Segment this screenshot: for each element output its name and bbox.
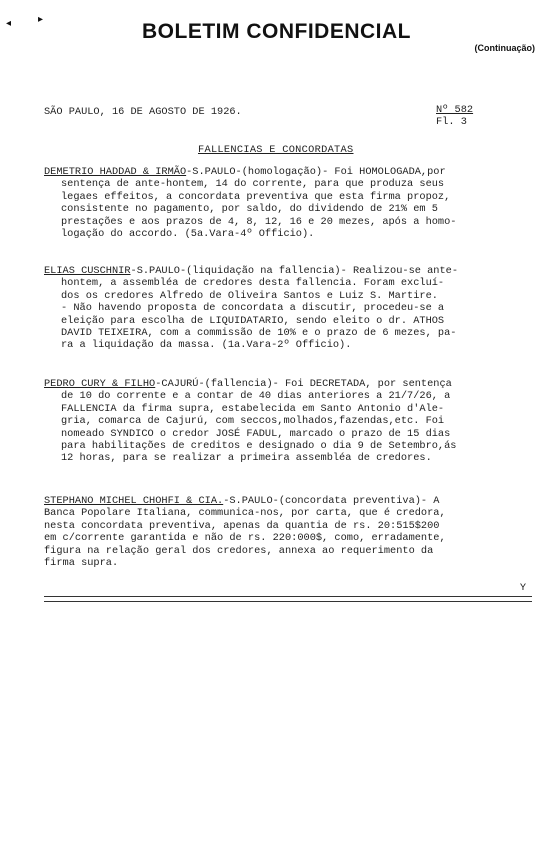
entry-text-line: legaes effeitos, a concordata preventiva que esta firma propoz, xyxy=(61,190,451,203)
entry-text-line: de 10 do corrente e a contar de 40 dias anteriores a 21/7/26, a xyxy=(61,390,451,403)
entry-text-line: prestações e aos prazos de 4, 8, 12, 16 e 20 mezes, após a homo- xyxy=(61,215,457,228)
entry-text-line: logação do accordo. (5a.Vara-4º Officio). xyxy=(61,228,315,241)
bulletin-number xyxy=(436,104,473,128)
entry-text-line: dos os credores Alfredo de Oliveira Santos e Luiz S. Martire. xyxy=(61,289,438,302)
entry-company-name: ELIAS CUSCHNIR xyxy=(44,265,131,277)
entry-text-line: gria, comarca de Cajurú, com seccos,molhados,fazendas,etc. Foi xyxy=(61,415,445,428)
closing-mark: Y xyxy=(519,582,526,594)
entry-text-line: eleição para escolha de LIQUIDATARIO, sendo eleito o dr. ATHOS xyxy=(61,314,445,327)
entry-first-line xyxy=(44,166,539,178)
entry-text-line: -CAJURÚ-(fallencia)- Foi DECRETADA, por sentença xyxy=(155,378,452,390)
document-title: BOLETIM CONFIDENCIAL xyxy=(142,20,411,43)
page-edge-mark: ◂ xyxy=(6,18,12,29)
entry-company-name: PEDRO CURY & FILHO xyxy=(44,378,156,390)
closing-rule xyxy=(44,601,532,602)
entry-text-line: ra a liquidação da massa. (1a.Vara-2º Officio). xyxy=(61,339,352,352)
bulletin-number-value: Nº 582 xyxy=(436,104,474,116)
folio-value: Fl. 3 xyxy=(436,116,467,128)
entry-first-line xyxy=(44,495,539,507)
entry-text-line: em c/corrente garantida e não de rs. 220:000$, como, erradamente, xyxy=(44,532,446,545)
entry-text-line: DAVID TEIXEIRA, com a commissão de 10% e o prazo de 6 mezes, pa- xyxy=(61,327,457,340)
entry-company-name: STEPHANO MICHEL CHOHFI & CIA. xyxy=(44,495,224,507)
dateline: SÃO PAULO, 16 DE AGOSTO DE 1926. xyxy=(44,106,242,118)
entry-text-line: nesta concordata preventiva, apenas da quantia de rs. 20:515$200 xyxy=(44,519,440,532)
continuation-label: (Continuação) xyxy=(474,43,535,53)
entry-text-line: firma supra. xyxy=(44,557,119,570)
entry-first-line xyxy=(44,265,539,277)
entry-text-line: - Não havendo proposta de concordata a discutir, procedeu-se a xyxy=(61,302,445,315)
notice-entry xyxy=(44,265,539,352)
entry-text-line: FALLENCIA da firma supra, estabelecida em Santo Antonio d'Ale- xyxy=(61,402,445,415)
entry-text-line: -S.PAULO-(concordata preventiva)- A xyxy=(223,495,440,507)
closing-rule-row xyxy=(44,582,532,596)
entry-text-line: nomeado SYNDICO o credor JOSÉ FADUL, marcado o prazo de 15 dias xyxy=(61,427,451,440)
entry-first-line xyxy=(44,378,539,390)
entry-text-line: Banca Popolare Italiana, communica-nos, por carta, que é credora, xyxy=(44,507,446,520)
entry-text-line: -S.PAULO-(homologação)- Foi HOMOLOGADA,por xyxy=(186,166,446,178)
entry-text-line: sentença de ante-hontem, 14 do corrente, para que produza seus xyxy=(61,178,445,191)
closing-rule xyxy=(44,596,532,597)
notice-entry xyxy=(44,495,539,569)
section-heading: FALLENCIAS E CONCORDATAS xyxy=(198,144,354,156)
entry-text-line: -S.PAULO-(liquidação na fallencia)- Realizou-se ante- xyxy=(130,265,459,277)
notice-entry xyxy=(44,166,539,240)
entry-company-name: DEMETRIO HADDAD & IRMÃO xyxy=(44,166,187,178)
entry-text-line: hontem, a assembléa de credores desta fallencia. Foram excluí- xyxy=(61,277,445,290)
entry-text-line: para habilitações de creditos e designado o dia 9 de Setembro,ás xyxy=(61,440,457,453)
entry-text-line: figura na relação geral dos credores, annexa ao requerimento da xyxy=(44,544,434,557)
entry-text-line: 12 horas, para se realizar a primeira assembléa de credores. xyxy=(61,452,432,465)
entry-text-line: consistente no pagamento, por saldo, do dividendo de 21% em 5 xyxy=(61,203,438,216)
page-edge-mark: ▸ xyxy=(38,14,44,25)
notice-entry xyxy=(44,378,539,465)
